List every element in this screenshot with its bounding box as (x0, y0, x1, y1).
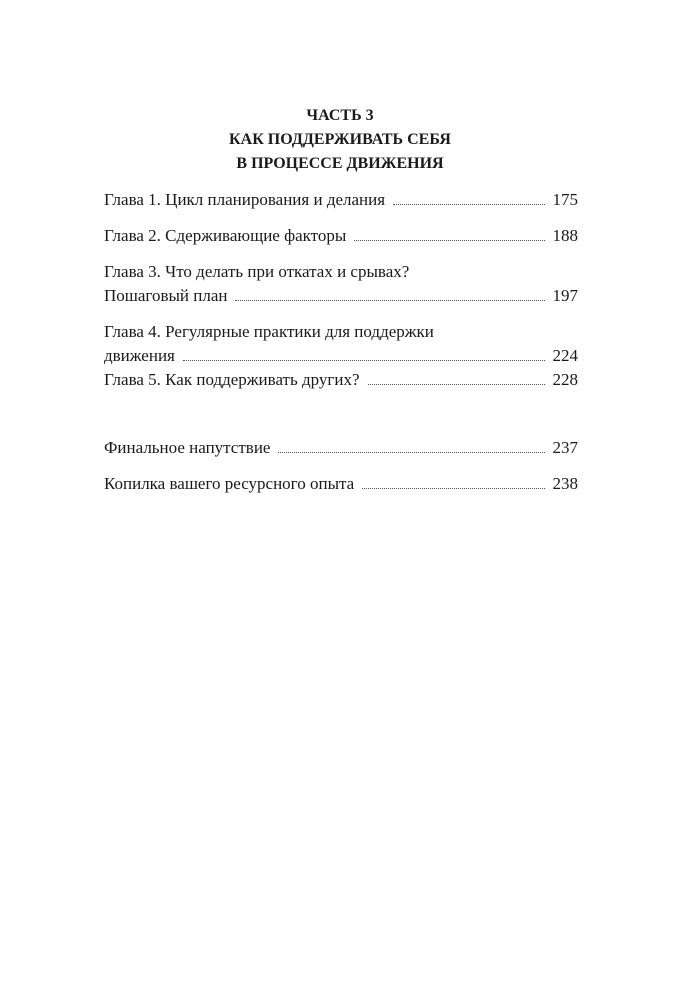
leader-dots (354, 239, 544, 241)
toc-entry-chapter-2[interactable] (104, 224, 578, 248)
toc-entry-final-words[interactable] (104, 436, 578, 460)
entry-title: Финальное напутствие (104, 438, 271, 457)
page-number: 228 (552, 370, 578, 389)
toc-entry-resource-bank[interactable] (104, 472, 578, 496)
part-title-line2: В ПРОЦЕССЕ ДВИЖЕНИЯ (236, 155, 444, 172)
entry-title: Глава 2. Сдерживающие факторы (104, 226, 347, 245)
toc-entry-chapter-5[interactable] (104, 368, 578, 392)
leader-dots (235, 299, 544, 301)
part-label: ЧАСТЬ 3 (306, 107, 374, 124)
toc-entry-chapter-1[interactable] (104, 188, 578, 212)
entry-title: Копилка вашего ресурсного опыта (104, 474, 355, 493)
part-heading (0, 104, 680, 176)
page-number: 224 (552, 346, 578, 365)
part-title-line1: КАК ПОДДЕРЖИВАТЬ СЕБЯ (229, 131, 451, 148)
entry-title: Глава 4. Регулярные практики для поддержки (104, 322, 434, 341)
entry-title: Глава 5. Как поддерживать других? (104, 370, 360, 389)
toc-entry-chapter-3[interactable] (104, 260, 578, 308)
page-number: 197 (552, 286, 578, 305)
leader-dots (183, 359, 545, 361)
page-number: 237 (552, 438, 578, 457)
leader-dots (362, 487, 544, 489)
page-number: 188 (552, 226, 578, 245)
leader-dots (393, 203, 544, 205)
leader-dots (278, 451, 544, 453)
entry-title: Глава 1. Цикл планирования и делания (104, 190, 386, 209)
entry-title-cont: Пошаговый план (104, 286, 228, 305)
leader-dots (368, 383, 545, 385)
entry-title-cont: движения (104, 346, 175, 365)
entry-title: Глава 3. Что делать при откатах и срывах? (104, 262, 410, 281)
page-number: 175 (552, 190, 578, 209)
toc-entry-chapter-4[interactable] (104, 320, 578, 368)
page-number: 238 (552, 474, 578, 493)
